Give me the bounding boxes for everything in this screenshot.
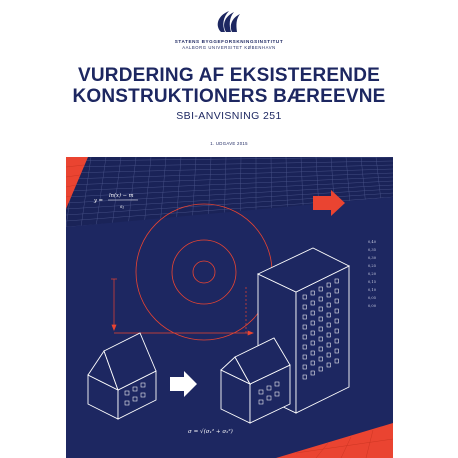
formula-bottom: σ = √(σ₁² + σ₂²) bbox=[188, 429, 233, 435]
cover-illustration bbox=[66, 157, 393, 458]
formula-y: y = bbox=[94, 198, 103, 204]
university-name: AALBORG UNIVERSITET KØBENHAVN bbox=[182, 45, 276, 50]
sbi-logo-icon bbox=[211, 8, 245, 34]
svg-text:0,05: 0,05 bbox=[368, 296, 377, 300]
institute-name: STATENS BYGGEFORSKNINGSINSTITUT bbox=[174, 39, 284, 44]
title-line-2: KONSTRUKTIONERS BÆREEVNE bbox=[72, 86, 386, 107]
title-line-1: VURDERING AF EKSISTERENDE bbox=[78, 65, 380, 86]
formula-numerator: ln(x) − m bbox=[109, 193, 134, 199]
svg-text:0,15: 0,15 bbox=[368, 280, 377, 284]
formula-denominator: $s_l$ bbox=[120, 204, 124, 210]
page-title bbox=[20, 65, 438, 107]
scale-labels bbox=[368, 240, 377, 308]
svg-text:0,10: 0,10 bbox=[368, 288, 377, 292]
cover-header bbox=[0, 0, 458, 158]
svg-text:0,20: 0,20 bbox=[368, 272, 377, 276]
svg-text:0,25: 0,25 bbox=[368, 264, 377, 268]
svg-text:0,35: 0,35 bbox=[368, 248, 377, 252]
edition-label: 1. UDGAVE 2015 bbox=[210, 141, 248, 146]
svg-text:0,30: 0,30 bbox=[368, 256, 377, 260]
document-subtitle: SBI-ANVISNING 251 bbox=[176, 110, 282, 122]
svg-text:0,40: 0,40 bbox=[368, 240, 377, 244]
svg-text:0,00: 0,00 bbox=[368, 304, 377, 308]
